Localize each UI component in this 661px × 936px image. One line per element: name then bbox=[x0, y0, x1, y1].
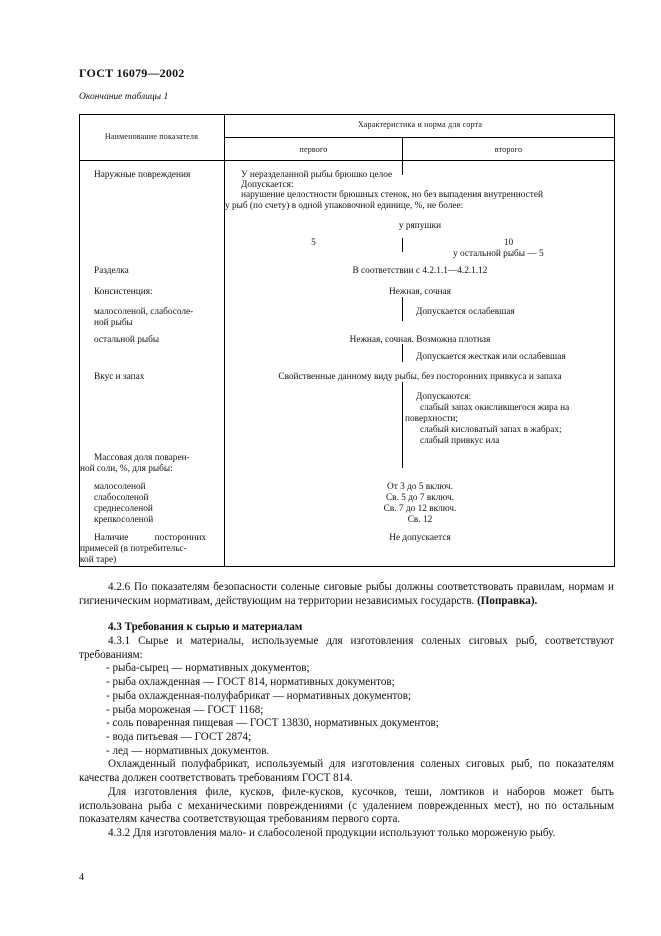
damage-line-4: у рыб (по счету) в одной упаковочной единице, %, не более: bbox=[225, 201, 464, 211]
quality-table bbox=[79, 114, 615, 567]
damage-first-value: 5 bbox=[311, 238, 316, 248]
taste-second-5: слабый привкус ила bbox=[420, 436, 500, 446]
other-fish-value: Нежная, сочная. Возможна плотная bbox=[349, 335, 491, 345]
impurity-label-2: примесей (в потребительс- bbox=[80, 544, 187, 554]
taste-value: Свойственные данному виду рыбы, без посторонних привкуса и запаха bbox=[278, 372, 562, 382]
paragraph-fillet: Для изготовления филе, кусков, филе-кусков, кусочков, теши, ломтиков и наборов может быть использована рыба с механическими повреждениями (с удалением поврежденных мест), но по остальным показателям качества соответствующая требованиям первого сорта. bbox=[79, 786, 614, 826]
col-second-header: второго bbox=[494, 145, 523, 154]
damage-label: Наружные повреждения bbox=[94, 170, 191, 180]
salt-d-value: Св. 12 bbox=[407, 515, 433, 525]
table-continuation-caption: Окончание таблицы 1 bbox=[79, 92, 169, 102]
col-first-header: первого bbox=[299, 145, 328, 154]
salt-c-value: Св. 7 до 12 включ. bbox=[383, 504, 457, 514]
section-4-3-heading: 4.3 Требования к сырью и материалам bbox=[108, 621, 303, 633]
salt-b-value: Св. 5 до 7 включ. bbox=[385, 493, 455, 503]
salt-a-value: От 3 до 5 включ. bbox=[387, 482, 453, 492]
list-item: - соль поваренная пищевая — ГОСТ 13830, нормативных документов; bbox=[106, 717, 439, 729]
cutting-value: В соответствии с 4.2.1.1—4.2.1.12 bbox=[352, 266, 488, 276]
col-name-header: Наименование показателя bbox=[104, 132, 199, 141]
col-group-header: Характеристика и норма для сорта bbox=[357, 120, 483, 129]
paragraph-4-3-2: 4.3.2 Для изготовления мало- и слабосоленой продукции используют только мороженую рыбу. bbox=[108, 827, 556, 839]
sort-divider-5 bbox=[402, 382, 403, 468]
cutting-label: Разделка bbox=[94, 266, 129, 276]
list-item: - рыба охлажденная-полуфабрикат — нормативных документов; bbox=[106, 690, 412, 702]
impurity-value: Не допускается bbox=[389, 533, 451, 543]
other-fish-label: остальной рыбы bbox=[94, 335, 160, 345]
damage-other-fish: у остальной рыбы — 5 bbox=[453, 249, 544, 259]
taste-second-2: слабый запах окислившегося жира на bbox=[420, 403, 570, 413]
taste-second-1: Допускаются: bbox=[416, 392, 472, 402]
header-bottom-border bbox=[79, 160, 615, 161]
list-item: - рыба-сырец — нормативных документов; bbox=[106, 662, 310, 674]
list-item: - рыба охлажденная — ГОСТ 814, нормативных документов; bbox=[106, 676, 395, 688]
list-item: - вода питьевая — ГОСТ 2874; bbox=[106, 731, 252, 743]
table-left-border bbox=[79, 114, 80, 567]
header-subdivider bbox=[224, 137, 615, 138]
taste-label: Вкус и запах bbox=[94, 372, 145, 382]
page-number: 4 bbox=[79, 872, 84, 883]
salt-b-label: слабосоленой bbox=[94, 493, 149, 503]
lightsalted-label: малосоленой, слабосоле- bbox=[94, 307, 194, 317]
consistency-label: Консистенция: bbox=[94, 287, 153, 297]
damage-line-1: У неразделанной рыбы брюшко целое bbox=[241, 170, 393, 180]
damage-second-value: 10 bbox=[503, 238, 514, 248]
list-item: - лед — нормативных документов. bbox=[106, 745, 270, 757]
table-bottom-border bbox=[79, 566, 615, 567]
lightsalted-second: Допускается ослабевшая bbox=[416, 307, 515, 317]
sort-divider-3 bbox=[402, 297, 403, 321]
table-top-border bbox=[79, 114, 615, 115]
impurity-label-3: кой таре) bbox=[80, 555, 117, 565]
salt-label-2: ной соли, %, для рыбы: bbox=[80, 464, 173, 474]
paragraph-4-2-6 bbox=[79, 581, 614, 608]
paragraph-semifinished: Охлажденный полуфабрикат, используемый для изготовления соленых сиговых рыб, по показателям качества должен соответствовать требованиям ГОСТ 814. bbox=[79, 758, 614, 784]
correction-note: (Поправка). bbox=[477, 594, 538, 607]
other-fish-second: Допускается жесткая или ослабевшая bbox=[416, 352, 566, 362]
damage-line-3: нарушение целостности брюшных стенок, но без выпадения внутренностей bbox=[241, 190, 543, 200]
salt-d-label: крепкосоленой bbox=[94, 515, 154, 525]
taste-second-4: слабый кисловатый запах в жабрах; bbox=[420, 425, 562, 435]
consistency-value: Нежная, сочная bbox=[389, 287, 451, 297]
salt-label-1: Массовая доля поварен- bbox=[94, 453, 190, 463]
paragraph-4-2-6-text: 4.2.6 По показателям безопасности соленые сиговые рыбы должны соответствовать правилам, нормам и гигиеническим нормативам, действующим на территории независимых государств. bbox=[79, 581, 614, 607]
list-item: - рыба мороженая — ГОСТ 1168; bbox=[106, 704, 264, 716]
sort-divider-1 bbox=[402, 161, 403, 175]
salt-c-label: среднесоленой bbox=[94, 504, 153, 514]
taste-second-3: поверхности; bbox=[405, 414, 458, 424]
damage-line-2: Допускается: bbox=[241, 180, 294, 190]
sort-divider-4 bbox=[402, 344, 403, 362]
document-header: ГОСТ 16079—2002 bbox=[79, 66, 185, 80]
salt-a-label: малосоленой bbox=[94, 482, 146, 492]
damage-ryapushka: у ряпушки bbox=[398, 221, 442, 231]
impurity-label-1: Наличие посторонних bbox=[94, 533, 207, 543]
paragraph-4-3-1: 4.3.1 Сырье и материалы, используемые для изготовления соленых сиговых рыб, соответствуют требованиям: bbox=[79, 635, 614, 661]
lightsalted-label-2: ной рыбы bbox=[94, 318, 133, 328]
